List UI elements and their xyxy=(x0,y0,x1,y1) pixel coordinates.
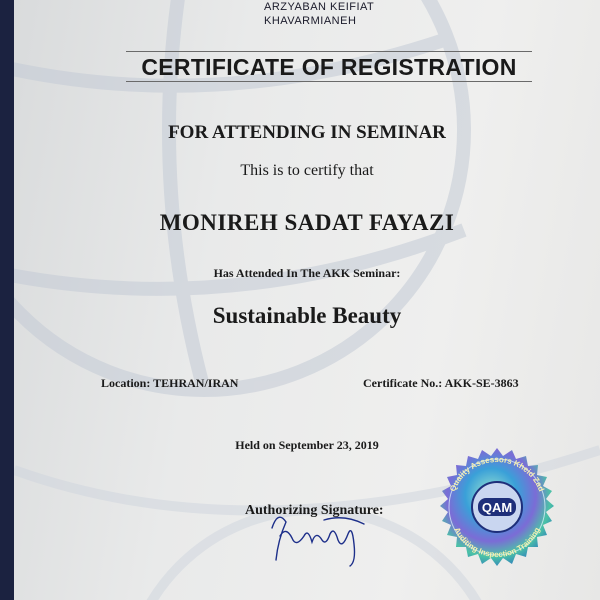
certify-text: This is to certify that xyxy=(240,162,374,179)
recipient-name: MONIREH SADAT FAYAZI xyxy=(159,210,455,235)
seal-center-text: QAM xyxy=(481,500,513,515)
seminar-subtitle: FOR ATTENDING IN SEMINAR xyxy=(168,122,446,143)
issuer-line-2: KHAVARMIANEH xyxy=(264,15,357,27)
certificate-paper xyxy=(14,0,600,600)
location: Location: TEHRAN/IRAN xyxy=(101,376,239,390)
certificate-number: Certificate No.: AKK-SE-3863 xyxy=(363,376,519,390)
issuer-name xyxy=(264,0,424,28)
handwritten-signature xyxy=(264,500,384,570)
attended-text: Has Attended In The AKK Seminar: xyxy=(213,266,401,280)
seal-ring-text-bottom: Auditing Inspection Training xyxy=(452,525,542,560)
qam-hologram-seal xyxy=(422,432,572,582)
issuer-line-1: ARZYABAN KEIFIAT xyxy=(264,1,375,13)
signature-label: Authorizing Signature: xyxy=(245,503,384,518)
title-rule-bottom xyxy=(126,81,532,82)
title-rule-top xyxy=(126,51,532,52)
certificate-title: CERTIFICATE OF REGISTRATION xyxy=(141,54,517,80)
seal-ring-text-top: Quality Assessors Kheid Zad xyxy=(448,454,546,493)
seminar-topic: Sustainable Beauty xyxy=(212,303,402,328)
held-date: Held on September 23, 2019 xyxy=(235,438,379,452)
